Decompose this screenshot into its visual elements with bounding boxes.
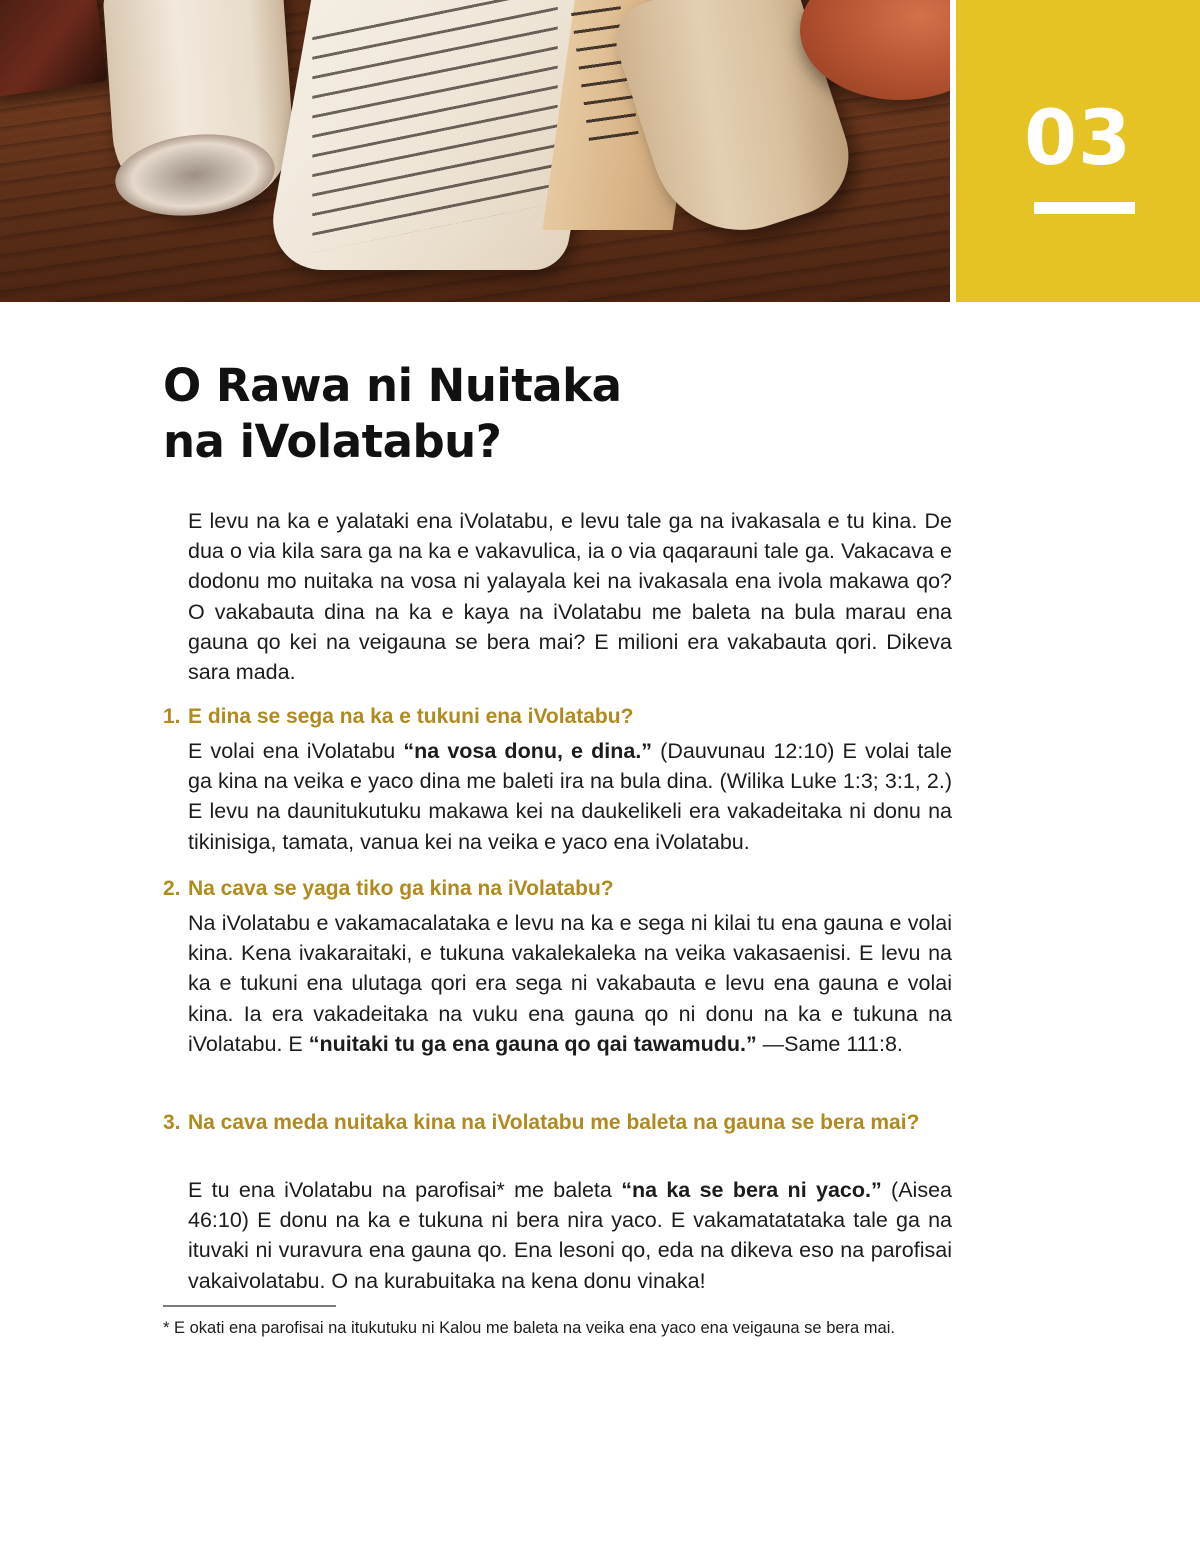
section-2-question-text: Na cava se yaga tiko ga kina na iVolatabu? xyxy=(188,877,614,900)
section-1-question-text: E dina se sega na ka e tukuni ena iVolatabu? xyxy=(188,705,634,728)
section-2-answer xyxy=(188,908,952,1059)
section-2-answer-lead: Na iVolatabu e vakamacalataka e levu na ka e sega ni kilai tu ena gauna e volai kina. Kena ivakaraitaki, e tukuna vakalekaleka na veika vakasaenisi. E levu na ka e tukuni ena ulutaga qori era sega ni vakabauta e levu ena gauna e volai kina. Ia era vakadeitaka na vuku ena gauna qo ni donu na ka e tukuna na iVolatabu. E xyxy=(188,911,952,1056)
section-3-answer-lead: E tu ena iVolatabu na parofisai* me baleta xyxy=(188,1178,622,1202)
intro-paragraph: E levu na ka e yalataki ena iVolatabu, e levu tale ga na ivakasala e tu kina. De dua o via kila sara ga na ka e vakavulica, ia o via qaqarauni tale ga. Vakacava e dodonu mo nuitaka na vosa ni yalayala kei na ivakasala ena ivola makawa qo? O vakabauta dina na ka e kaya na iVolatabu me baleta na bula marau ena gauna qo kei na veigauna se bera mai? E milioni era vakabauta qori. Dikeva sara mada. xyxy=(188,509,952,685)
section-3-scripture-quote: “na ka se bera ni yaco.” xyxy=(621,1178,882,1202)
section-1-scripture-quote: “na vosa donu, e dina.” xyxy=(403,739,653,763)
page-title-line-1: O Rawa ni Nuitaka xyxy=(163,359,622,412)
section-2-question xyxy=(163,874,953,903)
chapter-underline xyxy=(1034,202,1135,214)
section-3-number: 3. xyxy=(163,1111,181,1134)
header-image xyxy=(0,0,950,302)
section-1-question xyxy=(163,702,953,731)
page-title xyxy=(163,358,863,470)
section-1-answer-lead: E volai ena iVolatabu xyxy=(188,739,404,763)
section-3-question xyxy=(163,1108,953,1137)
book-decoration xyxy=(0,0,108,98)
section-1-answer-rest: (Dauvunau 12:10) E volai tale ga kina na veika e yaco dina me baleti ira na bula dina. (Wilika Luke 1:3; 3:1, 2.) E levu na daunitukutuku makawa kei na daukelikeli era vakadeitaka ni donu na tikinisiga, tamata, vanua kei na veika e yaco ena iVolatabu. xyxy=(188,739,953,854)
section-2-scripture-quote: “nuitaki tu ga ena gauna qo qai tawamudu.” xyxy=(308,1031,757,1056)
section-1-answer xyxy=(188,736,952,857)
page-title-line-2: na iVolatabu? xyxy=(163,415,502,468)
footnote: * E okati ena parofisai na itukutuku ni Kalou me baleta na veika ena yaco ena veigauna se bera mai. xyxy=(163,1319,895,1337)
chapter-number-box xyxy=(956,0,1200,302)
section-1-number: 1. xyxy=(163,705,181,728)
chapter-number: 03 xyxy=(1024,93,1132,182)
section-3-answer xyxy=(188,1175,952,1296)
section-2-number: 2. xyxy=(163,877,181,900)
section-3-answer-rest: (Aisea 46:10) E donu na ka e tukuna ni bera nira yaco. E vakamatatataka tale ga na ituvaki ni vuravura ena gauna qo. Ena lesoni qo, eda na dikeva eso na parofisai vakaivolatabu. O na kurabuitaka na kena donu vinaka! xyxy=(188,1178,952,1293)
footnote-divider xyxy=(163,1305,336,1307)
section-2-answer-rest: —Same 111:8. xyxy=(756,1031,903,1056)
section-3-question-text: Na cava meda nuitaka kina na iVolatabu me baleta na gauna se bera mai? xyxy=(188,1111,920,1134)
